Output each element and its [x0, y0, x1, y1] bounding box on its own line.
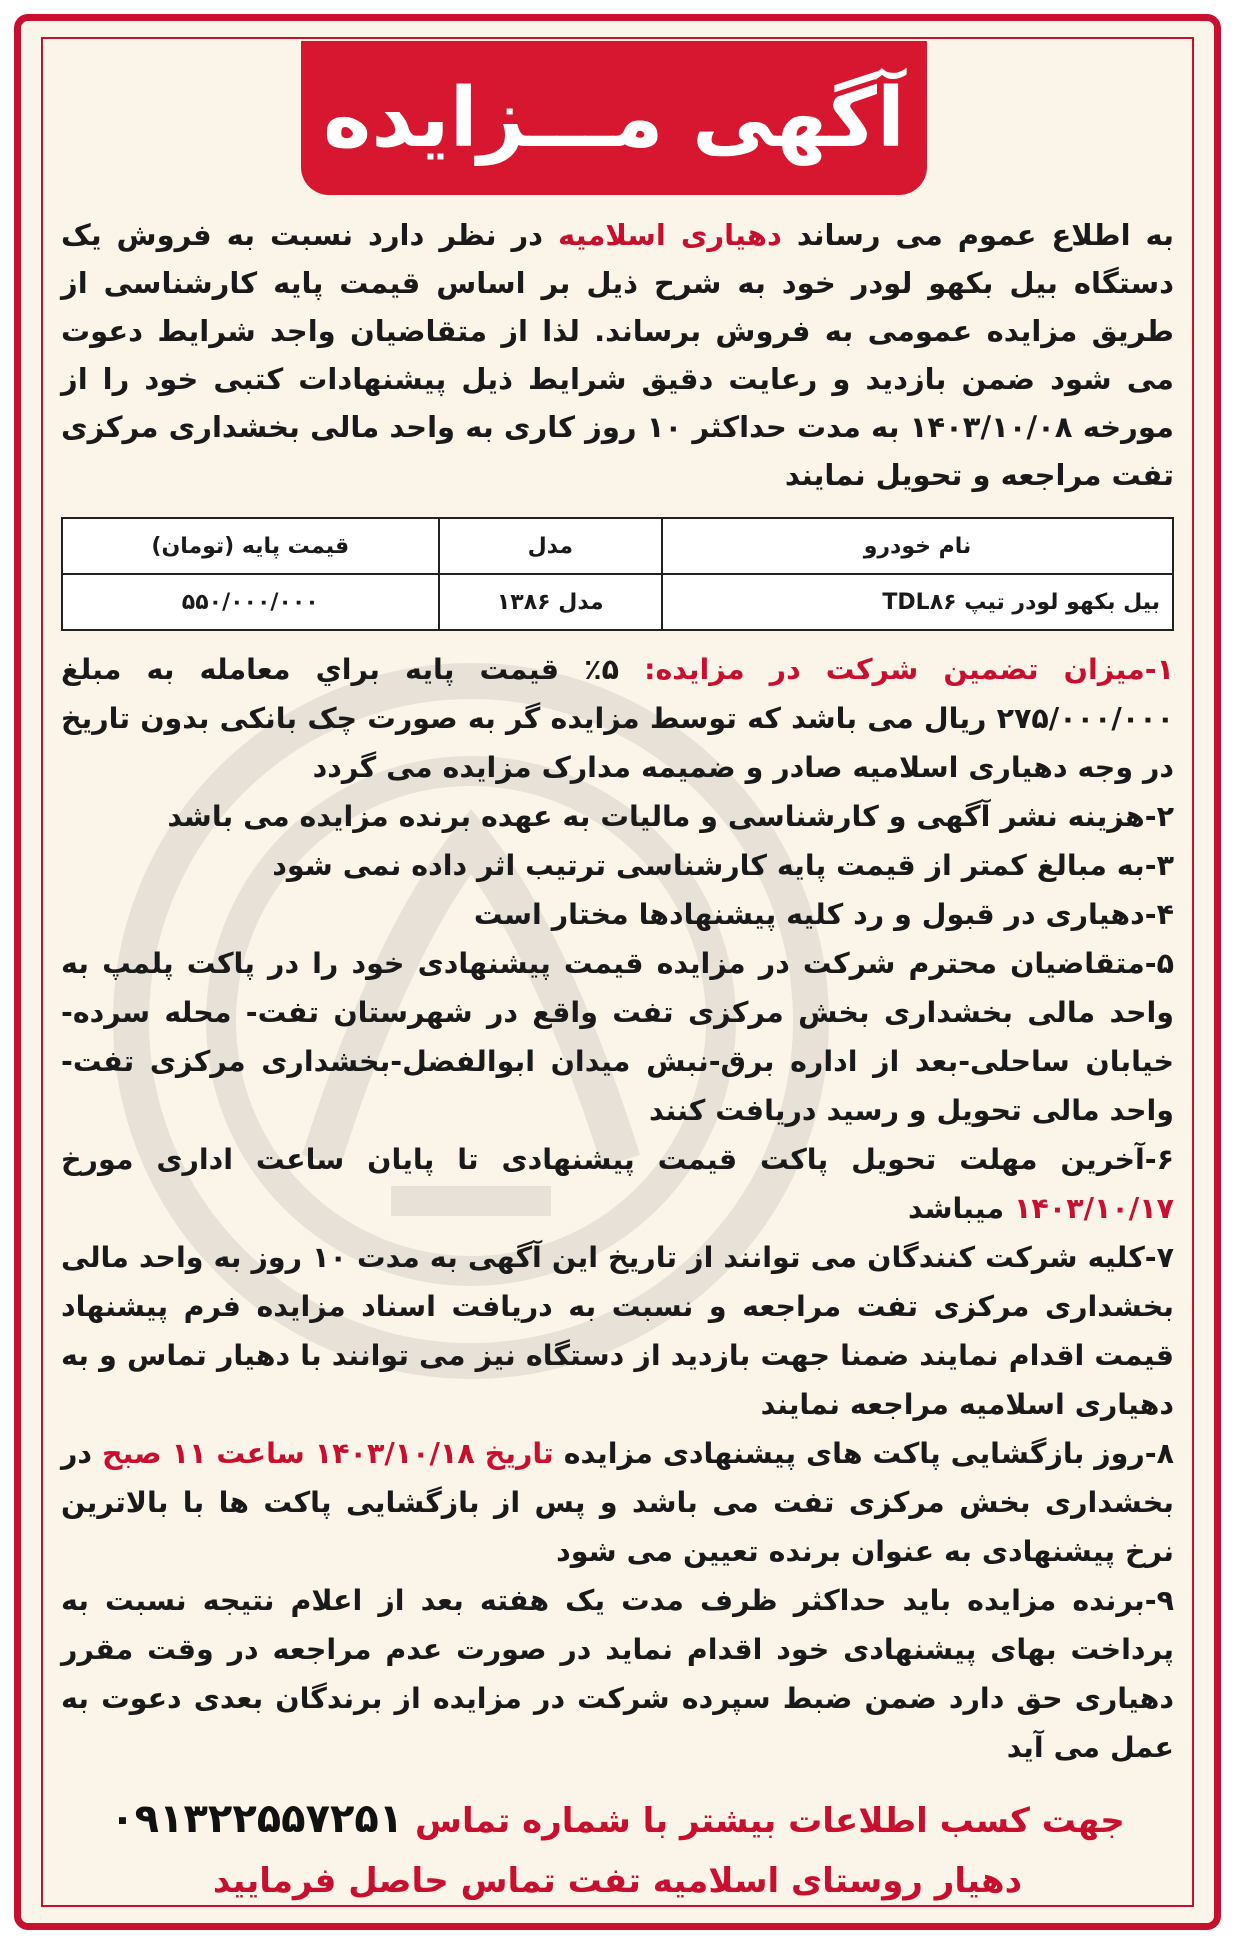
rules-list [61, 645, 1174, 1772]
cell-vehicle-name: بیل بکهو لودر تیپ TDL۸۶ [662, 574, 1173, 630]
intro-paragraph [61, 211, 1174, 499]
rule-1-text: ۵٪ قیمت پایه براي معامله به مبلغ ۲۷۵/۰۰۰/۰۰۰ ریال می باشد که توسط مزایده گر به صورت چک بانکی بدون تاریخ در وجه دهیاری اسلامیه صادر و ضمیمه مدارک مزایده می گردد [61, 653, 1174, 784]
header-base-price: قیمت پایه (تومان) [62, 518, 439, 574]
rule-3: ۳-به مبالغ کمتر از قیمت پایه کارشناسی ترتیب اثر داده نمی شود [272, 849, 1174, 882]
vehicle-table [61, 517, 1174, 631]
rule-6-text: ۶-آخرین مهلت تحویل پاکت قیمت پیشنهادی تا پایان ساعت اداری مورخ [61, 1143, 1174, 1176]
page-title: آگهی مـــزایده [323, 70, 905, 166]
rule-2: ۲-هزینه نشر آگهی و کارشناسی و مالیات به عهده برنده مزایده می باشد [167, 800, 1174, 833]
contact-footer [61, 1789, 1174, 1911]
contact-line-2: دهیار روستای اسلامیه تفت تماس حاصل فرمایید [212, 1861, 1023, 1901]
rule-4: ۴-دهیاری در قبول و رد کلیه پیشنهادها مختار است [473, 898, 1174, 931]
rule-1 [61, 645, 1174, 792]
cell-base-price: ۵۵۰/۰۰۰/۰۰۰ [62, 574, 439, 630]
intro-text-2: در نظر دارد نسبت به فروش یک دستگاه بیل بکهو لودر خود به شرح ذیل بر اساس قیمت پایه کارشناسی از طریق مزایده عمومی به فروش برساند. لذا از متقاضیان واجد شرایط دعوت می شود ضمن بازدید و رعایت دقیق شرایط ذیل پیشنهادات کتبی خود را از مورخه ۱۴۰۳/۱۰/۰۸ به مدت حداکثر ۱۰ روز کاری به واحد مالی بخشداری مرکزی تفت مراجعه و تحویل نمایند [61, 218, 1175, 492]
header-vehicle-name: نام خودرو [662, 518, 1173, 574]
header-model: مدل [439, 518, 663, 574]
rule-9: ۹-برنده مزایده باید حداکثر ظرف مدت یک هفته بعد از اعلام نتیجه نسبت به پرداخت بهای پیشنهادی خود اقدام نماید در صورت عدم مراجعه در وقت مقرر دهیاری حق دارد ضمن ضبط سپرده شرکت در مزایده از برندگان بعدی دعوت به عمل می آید [61, 1584, 1174, 1764]
rule-5: ۵-متقاضیان محترم شرکت در مزایده قیمت پیشنهادی خود را در پاکت پلمپ به واحد مالی بخشداری بخش مرکزی تفت واقع در شهرستان تفت- محله سرده- خیابان ساحلی-بعد از اداره برق-نبش میدان ابوالفضل-بخشداری مرکزی تفت- واحد مالی تحویل و رسید دریافت کنند [61, 947, 1174, 1127]
table-row [62, 574, 1173, 630]
rule-8-text: ۸-روز بازگشایی پاکت های پیشنهادی مزایده [553, 1437, 1174, 1470]
rule-6-date: ۱۴۰۳/۱۰/۱۷ [1014, 1192, 1174, 1225]
cell-model: مدل ۱۳۸۶ [439, 574, 663, 630]
rule-1-label: ۱-میزان تضمین شرکت در مزایده: [644, 653, 1174, 686]
rule-6 [61, 1135, 1174, 1233]
rule-8-end: در بخشداری بخش مرکزی تفت می باشد و پس از بازگشایی پاکت ها با بالاترین نرخ پیشنهادی به عنوان برنده تعیین می شود [61, 1437, 1174, 1568]
notice-page [14, 14, 1221, 1930]
rule-8 [61, 1429, 1174, 1576]
notice-content [61, 211, 1174, 1772]
rule-6-end: میباشد [907, 1192, 1015, 1225]
contact-phone: ۰۹۱۳۲۲۵۵۷۲۵۱ [110, 1796, 404, 1842]
rule-7: ۷-کلیه شرکت کنندگان می توانند از تاریخ این آگهی به مدت ۱۰ روز به واحد مالی بخشداری مرکزی تفت مراجعه و نسبت به دریافت اسناد مزایده فرم پیشنهاد قیمت اقدام نمایند ضمنا جهت بازدید از دستگاه نیز می توانند با دهیار تماس و به دهیاری اسلامیه مراجعه نمایند [61, 1241, 1175, 1421]
title-banner [301, 41, 927, 195]
contact-line-1 [61, 1789, 1174, 1851]
table-header-row [62, 518, 1173, 574]
intro-org-name: دهیاری اسلامیه [558, 218, 782, 252]
contact-text: جهت کسب اطلاعات بیشتر با شماره تماس [403, 1801, 1125, 1841]
intro-text-1: به اطلاع عموم می رساند [781, 218, 1174, 252]
rule-8-date: تاریخ ۱۴۰۳/۱۰/۱۸ ساعت ۱۱ صبح [102, 1437, 554, 1470]
